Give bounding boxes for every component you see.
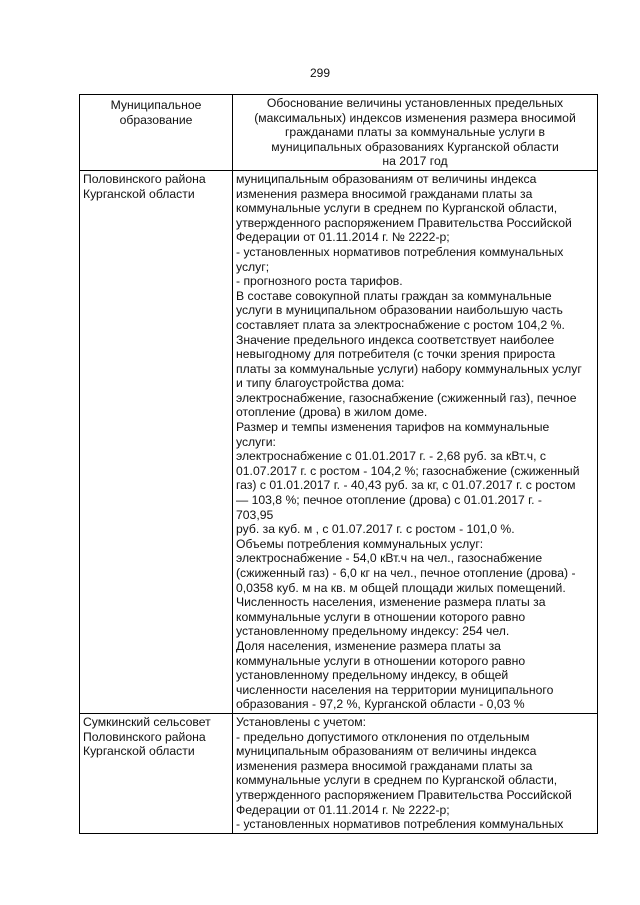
text-line: газ) с 01.01.2017 г. - 40,43 руб. за кг, с 01.07.2017 г. с ростом <box>236 478 576 493</box>
page-number: 299 <box>309 66 331 80</box>
header-justification-line: муниципальных образованиях Курганской области <box>271 139 559 154</box>
text-line: - прогнозного роста тарифов. <box>236 274 403 289</box>
text-line: коммунальные услуги в среднем по Курганской области, <box>236 773 558 788</box>
header-justification-cell <box>233 95 598 171</box>
text-line: установленному предельному индексу, в общей <box>236 668 509 683</box>
text-line: 703,95 <box>236 507 274 522</box>
justification-cell <box>233 713 598 833</box>
text-line: - предельно допустимого отклонения по отдельным <box>236 729 530 744</box>
text-line: изменения размера вносимой гражданами платы за <box>236 186 533 201</box>
header-municipality-line: образование <box>119 112 193 127</box>
text-line: платы за коммунальные услуги) набору коммунальных услуг <box>236 361 582 376</box>
header-justification-line: (максимальных) индексов изменения размера вносимой <box>254 110 576 125</box>
municipality-cell <box>80 170 233 713</box>
text-line: коммунальные услуги в отношении которого равно <box>236 653 526 668</box>
text-line: численности населения на территории муниципального <box>236 682 554 697</box>
municipality-line: Курганской области <box>83 744 195 759</box>
text-line: Федерации от 01.11.2014 г. № 2222-р; <box>236 802 450 817</box>
header-justification-line: гражданами платы за коммунальные услуги в <box>284 125 546 140</box>
text-line: услуг; <box>236 259 270 274</box>
text-line: Объемы потребления коммунальных услуг: <box>236 536 484 551</box>
municipality-cell <box>80 713 233 833</box>
header-justification-line: на 2017 год <box>382 154 448 169</box>
text-line: установленному предельному индексу: 254 чел. <box>236 624 510 639</box>
text-line: услуги в муниципальном образовании наибольшую часть <box>236 303 563 318</box>
text-line: Численность населения, изменение размера платы за <box>236 595 546 610</box>
text-line: электроснабжение с 01.01.2017 г. - 2,68 руб. за кВт.ч, с <box>236 449 546 464</box>
text-line: - установленных нормативов потребления коммунальных <box>236 817 564 832</box>
text-line: отопление (дрова) в жилом доме. <box>236 405 428 420</box>
header-justification-line: Обоснование величины установленных предельных <box>266 96 564 110</box>
header-municipality-cell <box>80 95 233 171</box>
text-line: муниципальным образованиям от величины индекса <box>236 171 537 186</box>
text-line: Размер и темпы изменения тарифов на коммунальные <box>236 420 550 435</box>
text-line: муниципальным образованиям от величины индекса <box>236 744 537 759</box>
text-line: изменения размера вносимой гражданами платы за <box>236 758 533 773</box>
text-line: Значение предельного индекса соответствует наиболее <box>236 332 555 347</box>
text-line: 0,0358 куб. м на кв. м общей площади жилых помещений. <box>236 580 566 595</box>
text-line: руб. за куб. м , с 01.07.2017 г. с ростом - 101,0 %. <box>236 522 515 537</box>
table-row <box>80 170 598 713</box>
text-line: утвержденного распоряжением Правительства Российской <box>236 787 572 802</box>
table-header-row <box>80 95 598 171</box>
municipality-line: Курганской области <box>83 186 195 201</box>
text-line: коммунальные услуги в среднем по Курганской области, <box>236 201 558 216</box>
text-line: - установленных нормативов потребления коммунальных <box>236 244 564 259</box>
text-line: утвержденного распоряжением Правительства Российской <box>236 215 572 230</box>
municipality-line: Сумкинский сельсовет <box>83 714 211 729</box>
text-line: — 103,8 %; печное отопление (дрова) с 01.01.2017 г. - <box>236 493 542 508</box>
text-line: электроснабжение - 54,0 кВт.ч на чел., газоснабжение <box>236 551 543 566</box>
municipality-line: Половинского района <box>83 171 206 186</box>
header-municipality-line: Муниципальное <box>110 98 202 112</box>
text-line: Установлены с учетом: <box>236 714 366 729</box>
text-line: электроснабжение, газоснабжение (сжиженный газ), печное <box>236 390 577 405</box>
text-line: В составе совокупной платы граждан за коммунальные <box>236 288 552 303</box>
text-line: услуги: <box>236 434 276 449</box>
text-line: образования - 97,2 %, Курганской области - 0,03 % <box>236 697 525 712</box>
table-row <box>80 713 598 833</box>
municipality-line: Половинского района <box>83 729 206 744</box>
justification-cell <box>233 170 598 713</box>
text-line: Федерации от 01.11.2014 г. № 2222-р; <box>236 230 450 245</box>
tariff-justification-table <box>79 94 598 834</box>
text-line: и типу благоустройства дома: <box>236 376 405 391</box>
text-line: составляет плата за электроснабжение с ростом 104,2 %. <box>236 317 565 332</box>
text-line: невыгодному для потребителя (с точки зрения прироста <box>236 347 556 362</box>
text-line: 01.07.2017 г. с ростом - 104,2 %; газоснабжение (сжиженный <box>236 463 580 478</box>
text-line: Доля населения, изменение размера платы за <box>236 638 501 653</box>
text-line: коммунальные услуги в отношении которого равно <box>236 609 526 624</box>
text-line: (сжиженный газ) - 6,0 кг на чел., печное отопление (дрова) - <box>236 566 576 580</box>
